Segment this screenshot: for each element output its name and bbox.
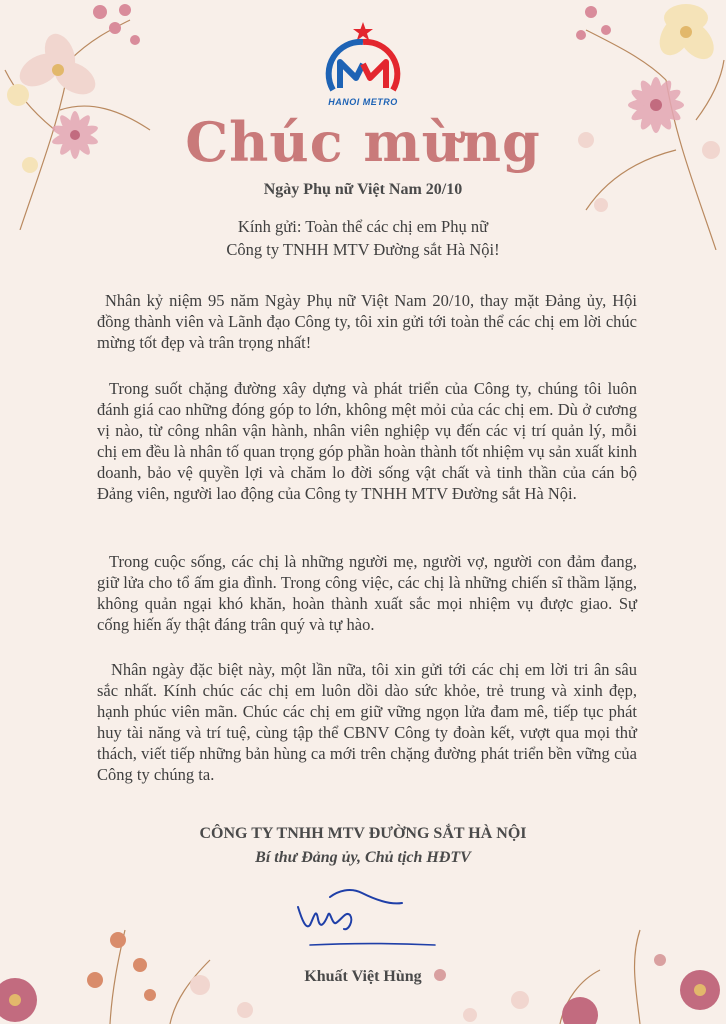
paragraph-2: Trong suốt chặng đường xây dựng và phát triển của Công ty, chúng tôi luôn đánh giá cao những đóng góp to lớn, không mệt mỏi của các chị em. Dù ở cương vị nào, từ công nhân vận hành, nhân viên nghiệp vụ đến các vị trí quản lý, mỗi chị em đều là nhân tố quan trọng góp phần hoàn thành tốt nhiệm vụ sản xuất kinh doanh, bảo vệ quyền lợi và chăm lo đời sống vật chất và tinh thần của cán bộ Đảng viên, người lao động của Công ty TNHH MTV Đường sắt Hà Nội. [97, 379, 637, 503]
hanoi-metro-logo [318, 20, 408, 112]
page-title: Chúc mừng [185, 110, 541, 174]
metro-logo-icon [318, 20, 408, 96]
signature-name: Khuất Việt Hùng [304, 968, 422, 985]
page-subtitle: Ngày Phụ nữ Việt Nam 20/10 [263, 181, 463, 198]
logo-text: HANOI METRO [328, 97, 398, 107]
signature-company: CÔNG TY TNHH MTV ĐƯỜNG SẮT HÀ NỘI [199, 825, 527, 842]
paragraph-4: Nhân ngày đặc biệt này, một lần nữa, tôi xin gửi tới các chị em lời tri ân sâu sắc nhất. Kính chúc các chị em luôn dồi dào sức khỏe, trẻ trung và xinh đẹp, hạnh phúc viên mãn. Chúc các chị em giữ vững ngọn lửa đam mê, tiếp tục phát huy tài năng và trí tuệ, cùng tập thể CBNV Công ty đoàn kết, vượt qua mọi thử thách, viết tiếp những bản hùng ca mới trên chặng đường phát triển bền vững của Công ty chúng ta. [97, 660, 637, 784]
handwritten-signature [290, 885, 440, 955]
paragraph-1: Nhân kỷ niệm 95 năm Ngày Phụ nữ Việt Nam 20/10, thay mặt Đảng ủy, Hội đồng thành viên và Lãnh đạo Công ty, tôi xin gửi tới toàn thể các chị em lời chúc mừng tốt đẹp và trân trọng nhất! [97, 291, 637, 352]
address-line-2: Công ty TNHH MTV Đường sắt Hà Nội! [226, 240, 500, 259]
address-line-1: Kính gửi: Toàn thể các chị em Phụ nữ [237, 217, 489, 236]
signature-position: Bí thư Đảng ủy, Chủ tịch HĐTV [255, 849, 471, 866]
paragraph-3: Trong cuộc sống, các chị là những người mẹ, người vợ, người con đảm đang, giữ lửa cho tổ ấm gia đình. Trong công việc, các chị là những chiến sĩ thầm lặng, không quản ngại khó khăn, hoàn thành xuất sắc mọi nhiệm vụ được giao. Sự cống hiến ấy thật đáng trân quý và tự hào. [97, 552, 637, 634]
